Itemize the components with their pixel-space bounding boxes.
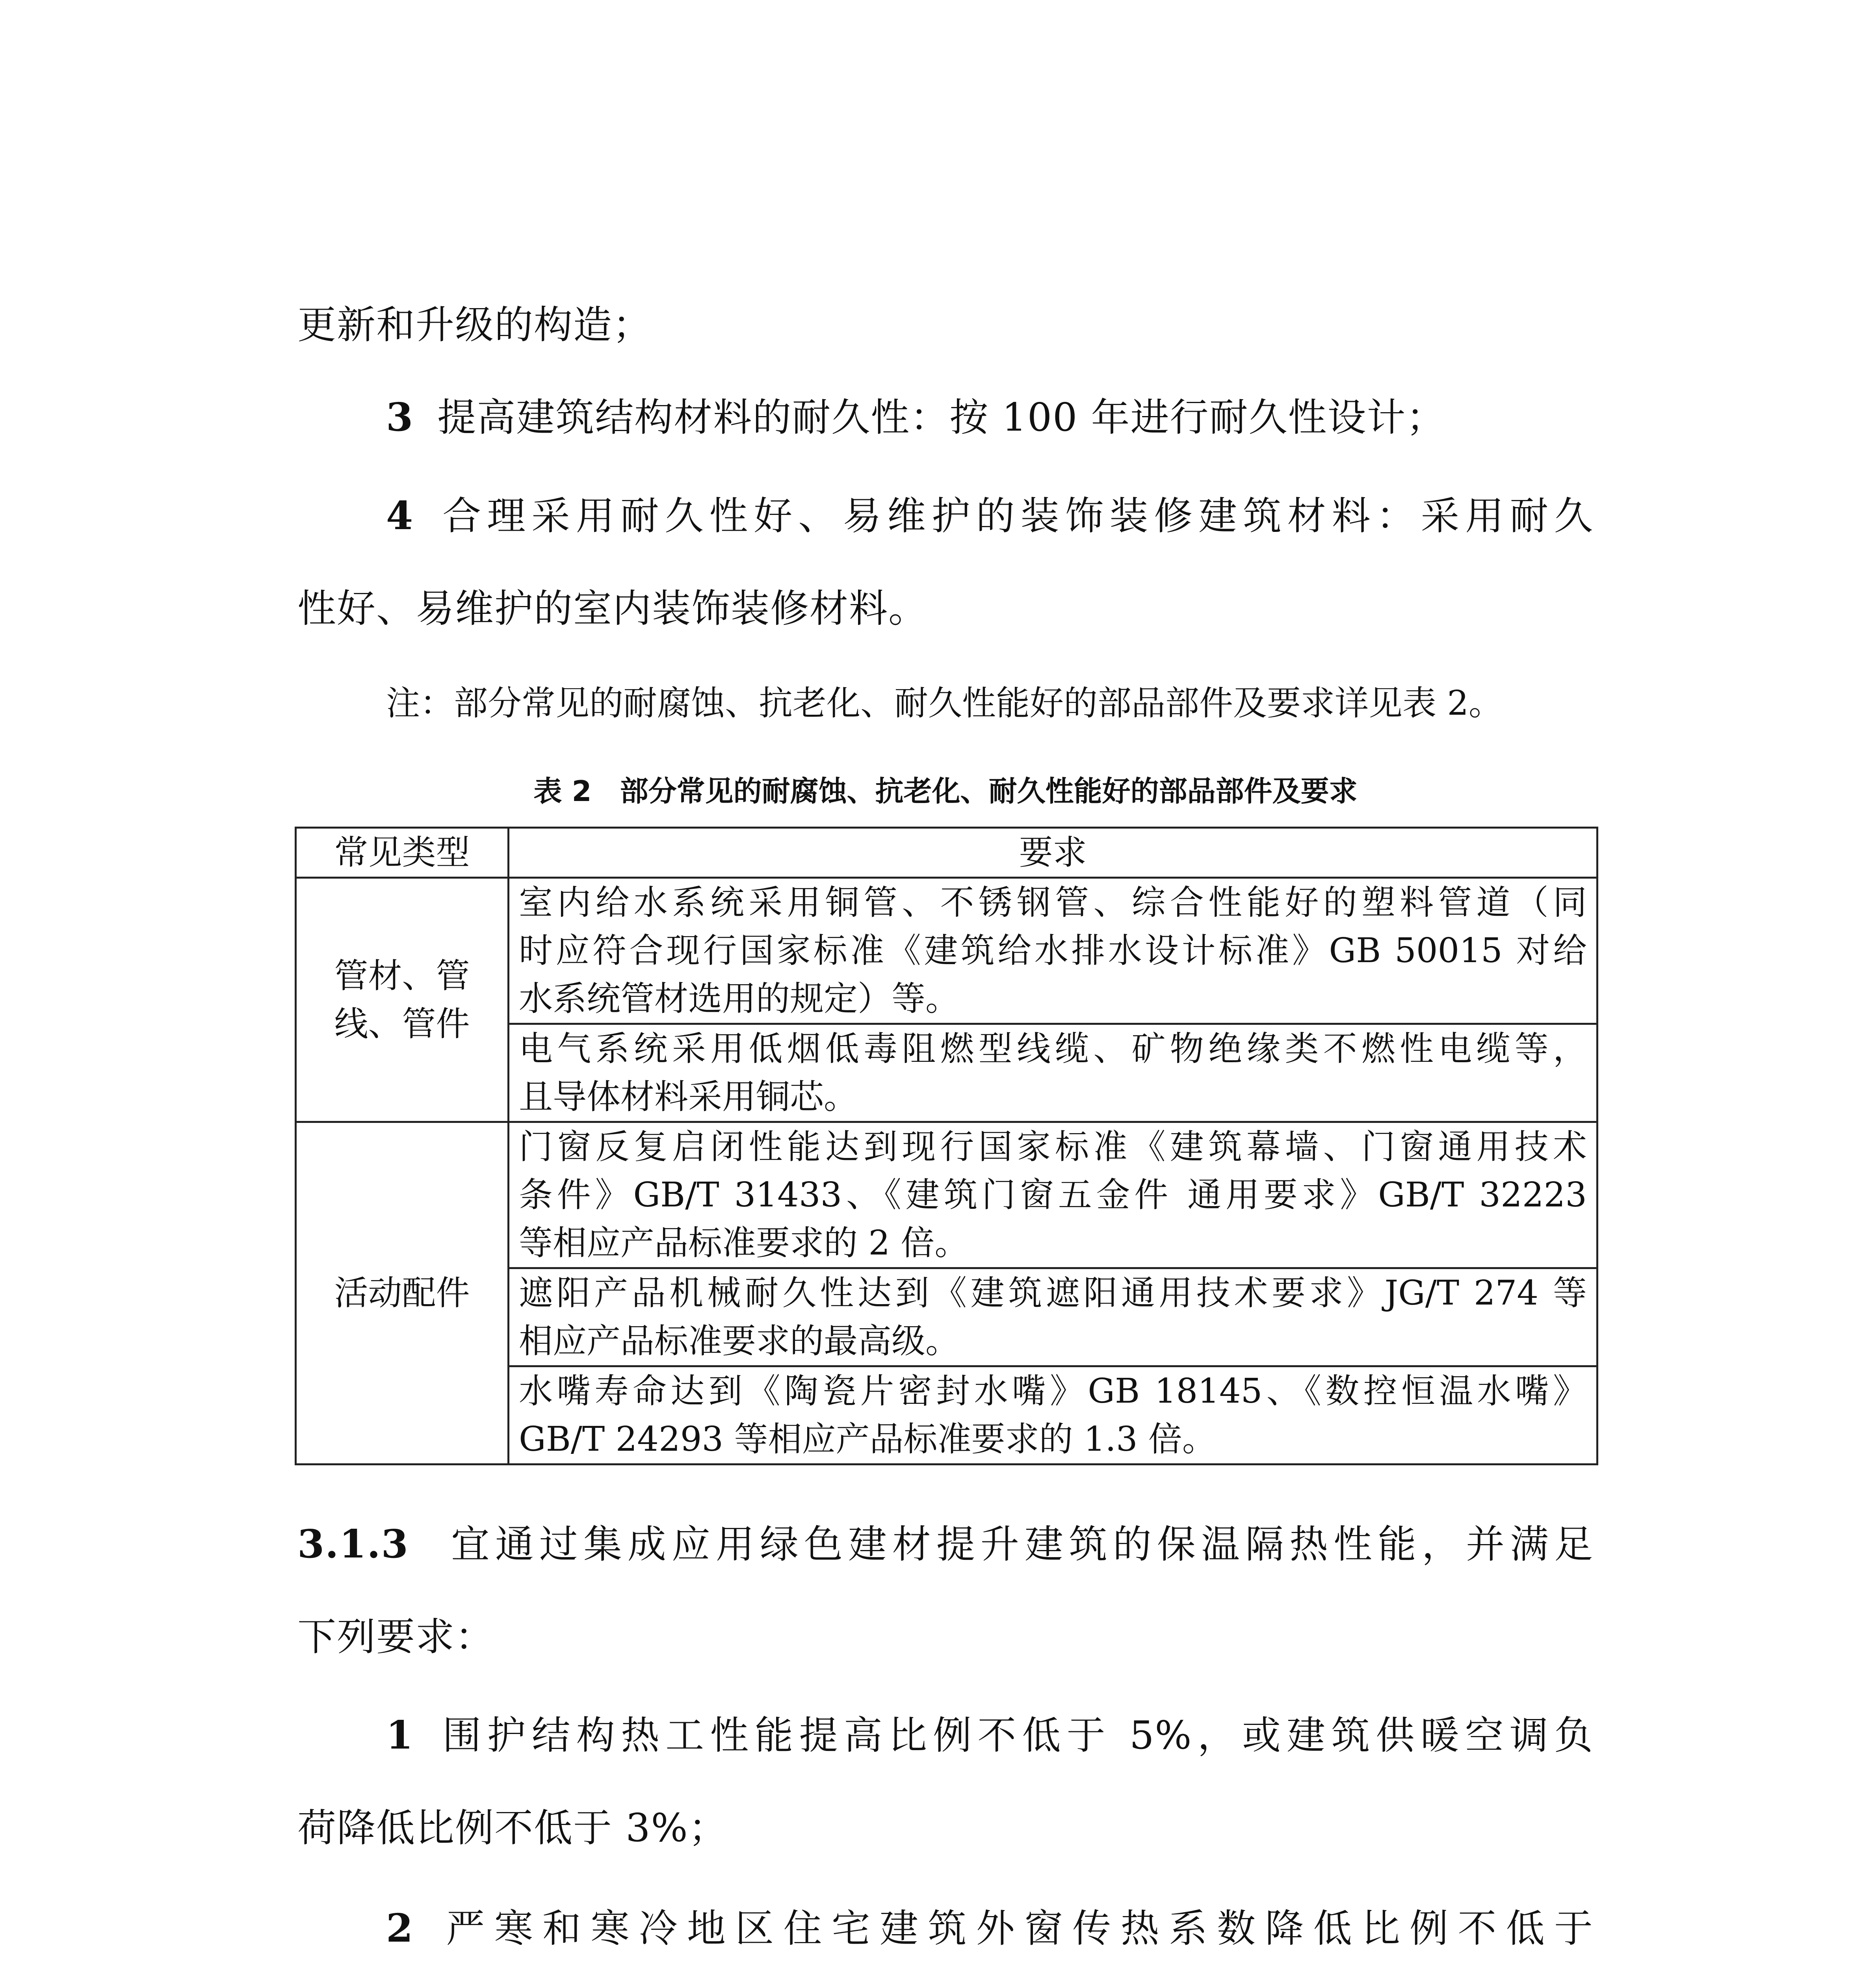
item-number: 3	[386, 395, 414, 440]
requirement-cell: 电气系统采用低烟低毒阻燃型线缆、矿物绝缘类不燃性电缆等， 且导体材料采用铜芯。	[509, 1024, 1597, 1122]
item-4-line-1	[386, 491, 1594, 542]
requirement-cell: 水嘴寿命达到《陶瓷片密封水嘴》GB 18145、《数控恒温水嘴》 GB/T 24293 等相应产品标准要求的 1.3 倍。	[509, 1366, 1597, 1464]
item-3	[386, 392, 1594, 443]
requirement-cell: 室内给水系统采用铜管、不锈钢管、综合性能好的塑料管道（同 时应符合现行国家标准《建筑给水排水设计标准》GB 50015 对给 水系统管材选用的规定）等。	[509, 878, 1597, 1024]
clause-number: 3.1.3	[297, 1522, 409, 1567]
item-4-line-2: 性好、易维护的室内装饰装修材料。	[297, 586, 928, 631]
table-caption: 表 2 部分常见的耐腐蚀、抗老化、耐久性能好的部品部件及要求	[533, 775, 1358, 808]
item-text: 严寒和寒冷地区住宅建筑外窗传热系数降低比例不低于	[437, 1906, 1594, 1951]
list-item-2-line-1	[386, 1903, 1594, 1954]
list-item-1-line-2: 荷降低比例不低于 3%；	[297, 1806, 728, 1851]
requirement-cell: 遮阳产品机械耐久性达到《建筑遮阳通用技术要求》JG/T 274 等 相应产品标准要求的最高级。	[509, 1268, 1597, 1366]
header-type: 常见类型	[296, 828, 509, 878]
list-item-1-line-1	[386, 1710, 1594, 1761]
item-number: 4	[386, 493, 414, 539]
body-line-continuation: 更新和升级的构造；	[297, 303, 652, 348]
table-header-row	[296, 828, 1597, 878]
table-row	[296, 878, 1597, 1024]
item-text: 提高建筑结构材料的耐久性：按 100 年进行耐久性设计；	[437, 395, 1446, 440]
item-number: 2	[386, 1906, 414, 1951]
item-text: 合理采用耐久性好、易维护的装饰装修建筑材料：采用耐久	[437, 494, 1594, 539]
item-text: 围护结构热工性能提高比例不低于 5%，或建筑供暖空调负	[437, 1713, 1594, 1758]
clause-text: 宜通过集成应用绿色建材提升建筑的保温隔热性能，并满足	[446, 1522, 1594, 1567]
header-requirement: 要求	[509, 828, 1597, 878]
clause-3-1-3-line-1	[297, 1519, 1594, 1570]
requirement-cell: 门窗反复启闭性能达到现行国家标准《建筑幕墙、门窗通用技术 条件》GB/T 31433、《建筑门窗五金件 通用要求》GB/T 32223 等相应产品标准要求的 2 倍。	[509, 1122, 1597, 1268]
requirements-table	[295, 827, 1598, 1465]
table-row	[296, 1122, 1597, 1268]
note-table-reference: 注：部分常见的耐腐蚀、抗老化、耐久性能好的部品部件及要求详见表 2。	[386, 684, 1503, 723]
type-cell-moving-parts: 活动配件	[296, 1122, 509, 1464]
item-number: 1	[386, 1713, 414, 1758]
clause-3-1-3-line-2: 下列要求：	[297, 1615, 495, 1660]
type-cell-pipes: 管材、管 线、管件	[296, 878, 509, 1122]
